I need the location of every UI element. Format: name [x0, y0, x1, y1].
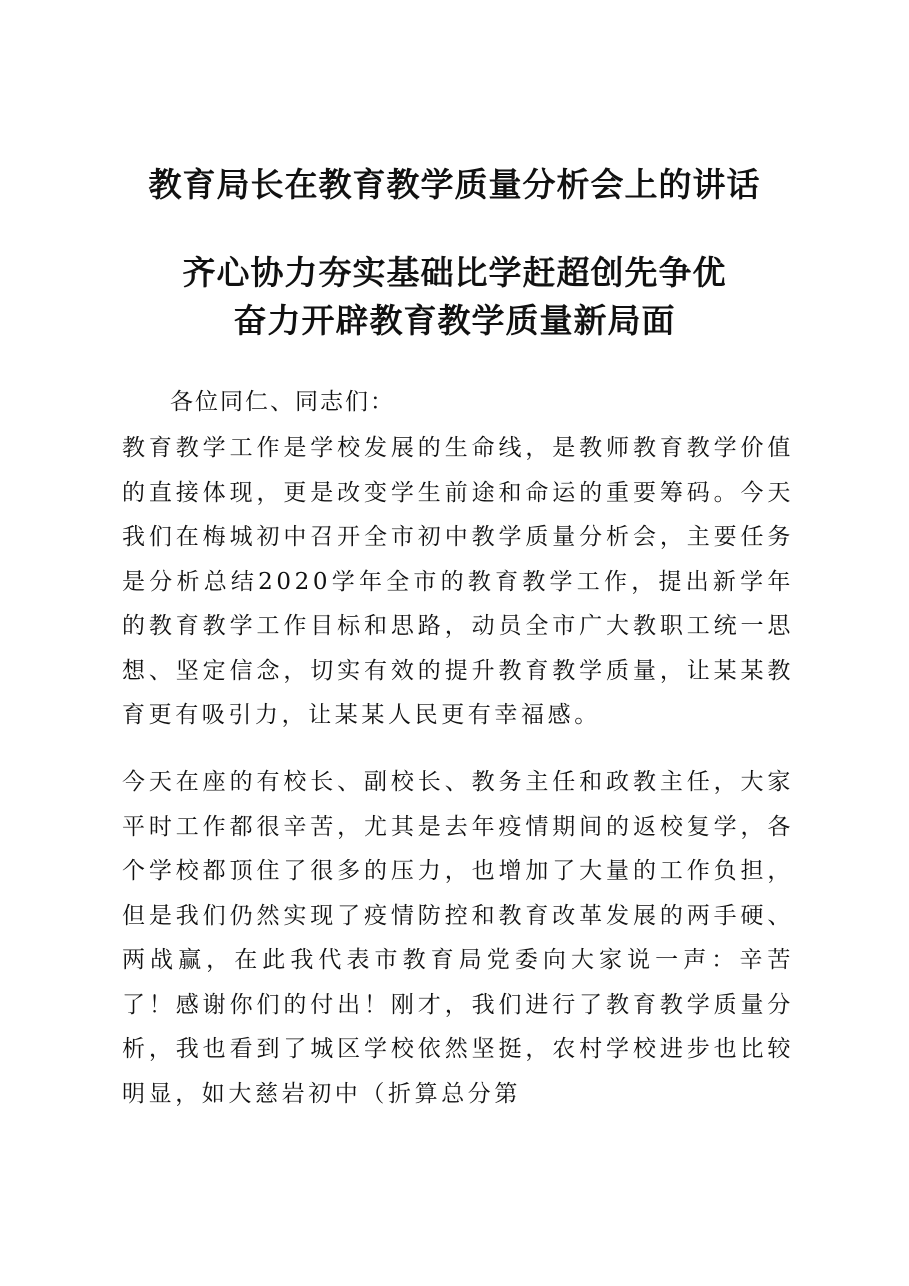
salutation: 各位同仁、同志们： [170, 389, 395, 415]
body-paragraph-1: 教育教学工作是学校发展的生命线，是教师教育教学价值的直接体现，更是改变学生前途和命运的重要筹码。今天我们在梅城初中召开全市初中教学质量分析会，主要任务是分析总结2020学年全市的教育教学工作，提出新学年的教育教学工作目标和思路，动员全市广大教职工统一思想、坚定信念，切实有效的提升教育教学质量，让某某教育更有吸引力，让某某人民更有幸福感。 [122, 435, 794, 728]
body-paragraph-2: 今天在座的有校长、副校长、教务主任和政教主任，大家平时工作都很辛苦，尤其是去年疫情期间的返校复学，各个学校都顶住了很多的压力，也增加了大量的工作负担，但是我们仍然实现了疫情防控和教育改革发展的两手硬、两战赢，在此我代表市教育局党委向大家说一声：辛苦了！感谢你们的付出！刚才，我们进行了教育教学质量分析，我也看到了城区学校依然坚挺，农村学校进步也比较明显，如大慈岩初中（折算总分第 [122, 769, 794, 1107]
document-title: 教育局长在教育教学质量分析会上的讲话 [148, 165, 761, 204]
document-subtitle-line-2: 奋力开辟教育教学质量新局面 [233, 301, 676, 340]
document-subtitle-line-1: 齐心协力夯实基础比学赶超创先争优 [182, 253, 727, 292]
